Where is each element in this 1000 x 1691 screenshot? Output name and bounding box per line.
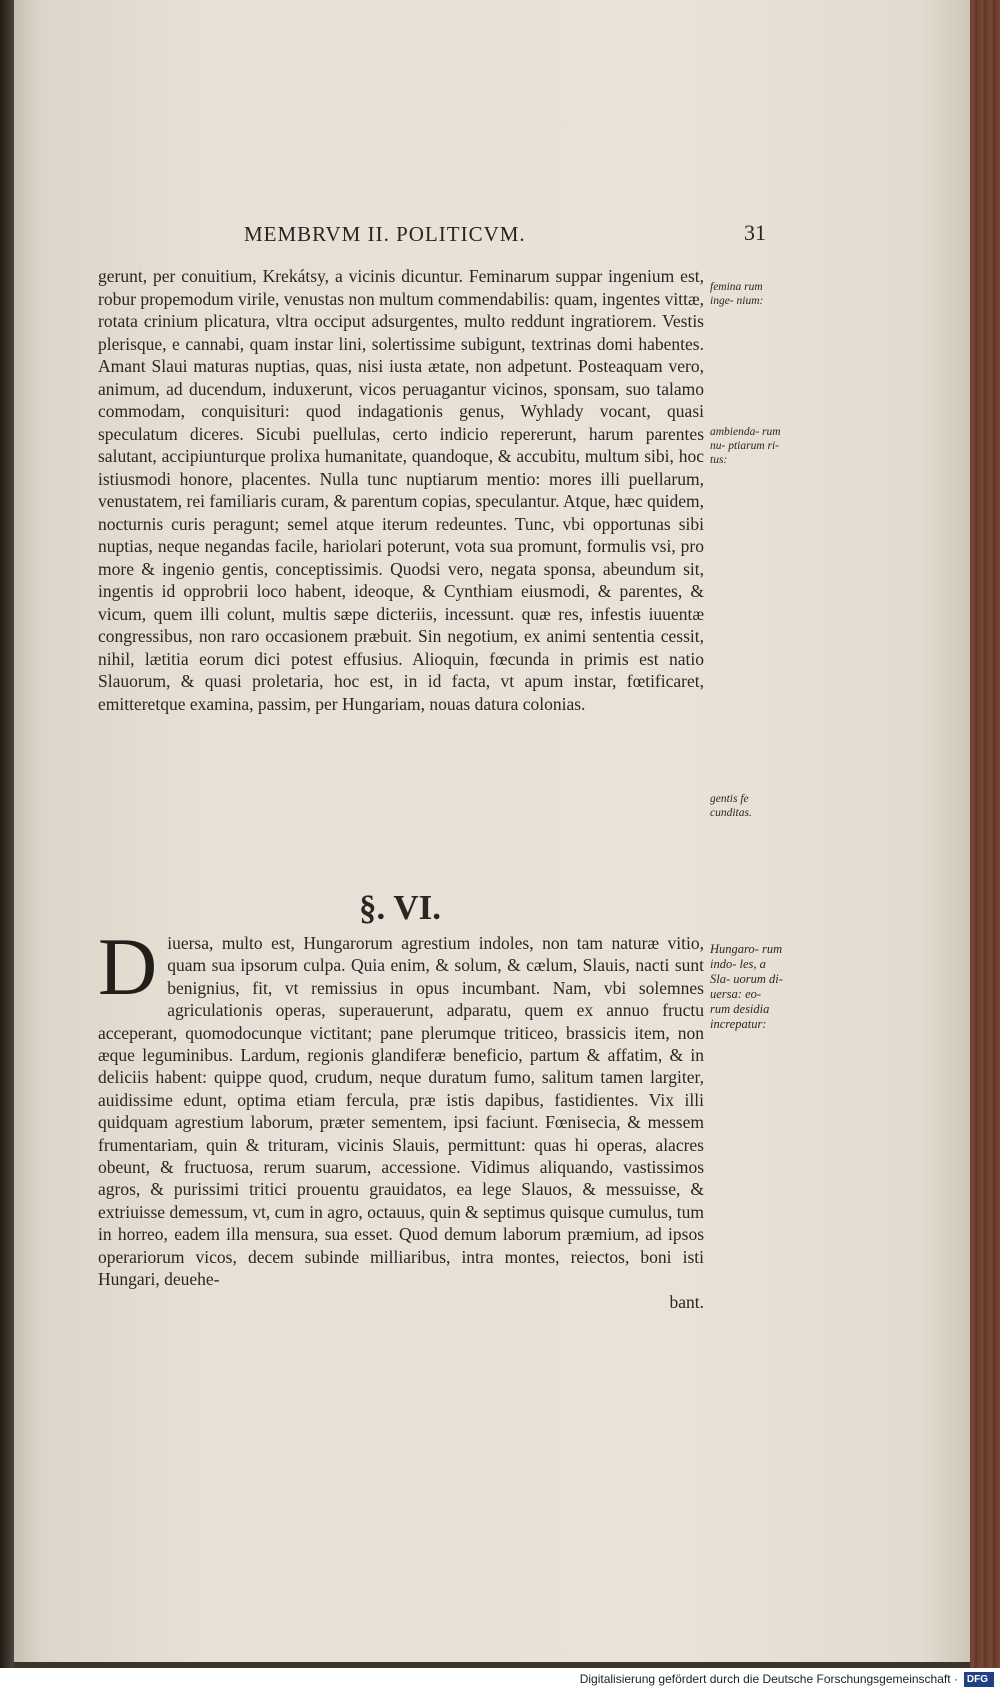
book-page (14, 0, 970, 1662)
catchword: bant. (669, 1291, 704, 1312)
paragraph-2-text: iuersa, multo est, Hungarorum agrestium indoles, non tam naturæ vitio, quam sua ipsorum culpa. Quia enim, & solum, & cælum, Slauis, nacti sunt benignius, fit, vt remissius in opus incumbant. Nam, vbi solemnes agriculationis operas, superauerunt, adparatu, quem ex annuo fructu acceperant, quomodocunque victitant; pane plerumque triticeo, brassicis item, non æque leguminibus. Lardum, regionis glandiferæ beneficio, partum & affatim, & in deliciis habent: quippe quod, crudum, neque duratum fumo, salitum tamen largiter, auidissime edunt, optima etiam fercula, præ istis dapibus, fastidientes. Vix illi quidquam agrestium laborum, præter sementem, ipsi faciunt. Fœnisecia, & messem frumentariam, quin & trituram, vicinis Slauis, permittunt: quas hi operas, alacres obeunt, & fructuosa, rerum suarum, accessione. Vidimus aliquando, vastissimos agros, & purissimi tritici prouentu grauidatos, ea lege Slauos, & messuisse, & extriuisse demessum, vt, cum in agro, octauus, quin & septimus quisque cumulus, tum in horreo, eadem illa mensura, sua esset. Quod demum laborum præmium, ad ipsos operariorum vicos, decem subinde milliaribus, intra montes, reiectos, boni isti Hungari, deuehe- (98, 933, 704, 1290)
drop-capital: D (98, 921, 158, 1012)
dfg-logo-icon: DFG (964, 1672, 994, 1687)
margin-note-nuptiarum: ambienda- rum nu- ptiarum ri- tus: (710, 426, 781, 466)
margin-note-hungarorum: Hungaro- rum indo- les, a Sla- uorum di- uersa: eo- rum desidia increpatur: (710, 942, 783, 1031)
cover-board-edge (970, 0, 1000, 1668)
margin-note-feminarum: femina rum inge- nium: (710, 281, 764, 307)
running-head: MEMBRVM II. POLITICVM. (244, 222, 526, 246)
body-paragraph-2 (98, 921, 704, 1313)
page-number: 31 (744, 220, 766, 245)
credit-text: Digitalisierung gefördert durch die Deutsche Forschungsgemeinschaft · (579, 1672, 958, 1686)
paragraph-1-text: gerunt, per conuitium, Krekátsy, a vicinis dicuntur. Feminarum suppar ingenium est, robur propemodum virile, venustas non multum commendabilis: quam, ingentes vittæ, rotata crinium plicatura, vltra occiput adsurgentes, multo reddunt ingratiorem. Vestis plerisque, e cannabi, quam instar lini, solertissime subigunt, textrinas domi habentes. Amant Slaui maturas nuptias, quas, nisi iusta ætate, non adpetunt. Posteaquam vero, animum, ad ducendum, induxerunt, vicos peruagantur vicinos, sponsam, suo talamo commodam, conquisituri: quod indagationis genus, Wyhlady vocant, quasi speculatum diceres. Sicubi puellulas, certo indicio repererunt, harum parentes salutant, accipiunturque prolixa humanitate, quandoque, & accubitu, multum sibi, hoc istiusmodi honore, placentes. Nulla tunc nuptiarum mentio: mores illi puellarum, venustatem, rei familiaris curam, & parentum copias, speculantur. Atque, hæc quidem, nocturnis curis peragunt; semel atque iterum redeuntes. Tunc, vbi opportunas sibi nuptias, neque negandas facile, hariolari poterunt, vota sua promunt, formulis vsi, pro more & ingenio gentis, conceptissimis. Quodsi vero, negata sponsa, abeundum sit, ingentis id opprobrii loco habent, ideoque, & Cynthiam eiusmodi, & parentes, & vicum, quem illi colunt, multis sæpe dicteriis, incessunt. quæ res, infestis iuuentæ congressibus, non raro occasionem præbuit. Sin negotium, ex animi sententia cessit, nihil, lætitia eorum dici potest effusius. Alioquin, fœcunda in primis est natio Slauorum, & quasi proletaria, hoc est, in id facta, vt apum instar, fœtificaret, emitteretque examina, passim, per Hungariam, nouas datura colonias. (98, 266, 704, 714)
body-paragraph-1 (98, 265, 704, 715)
digitization-credit-bar (0, 1668, 1000, 1691)
section-title: §. VI. (358, 888, 441, 927)
margin-note-fecunditas: gentis fe cunditas. (710, 793, 752, 819)
page-header (14, 222, 970, 252)
book-spine-shadow (0, 0, 14, 1668)
